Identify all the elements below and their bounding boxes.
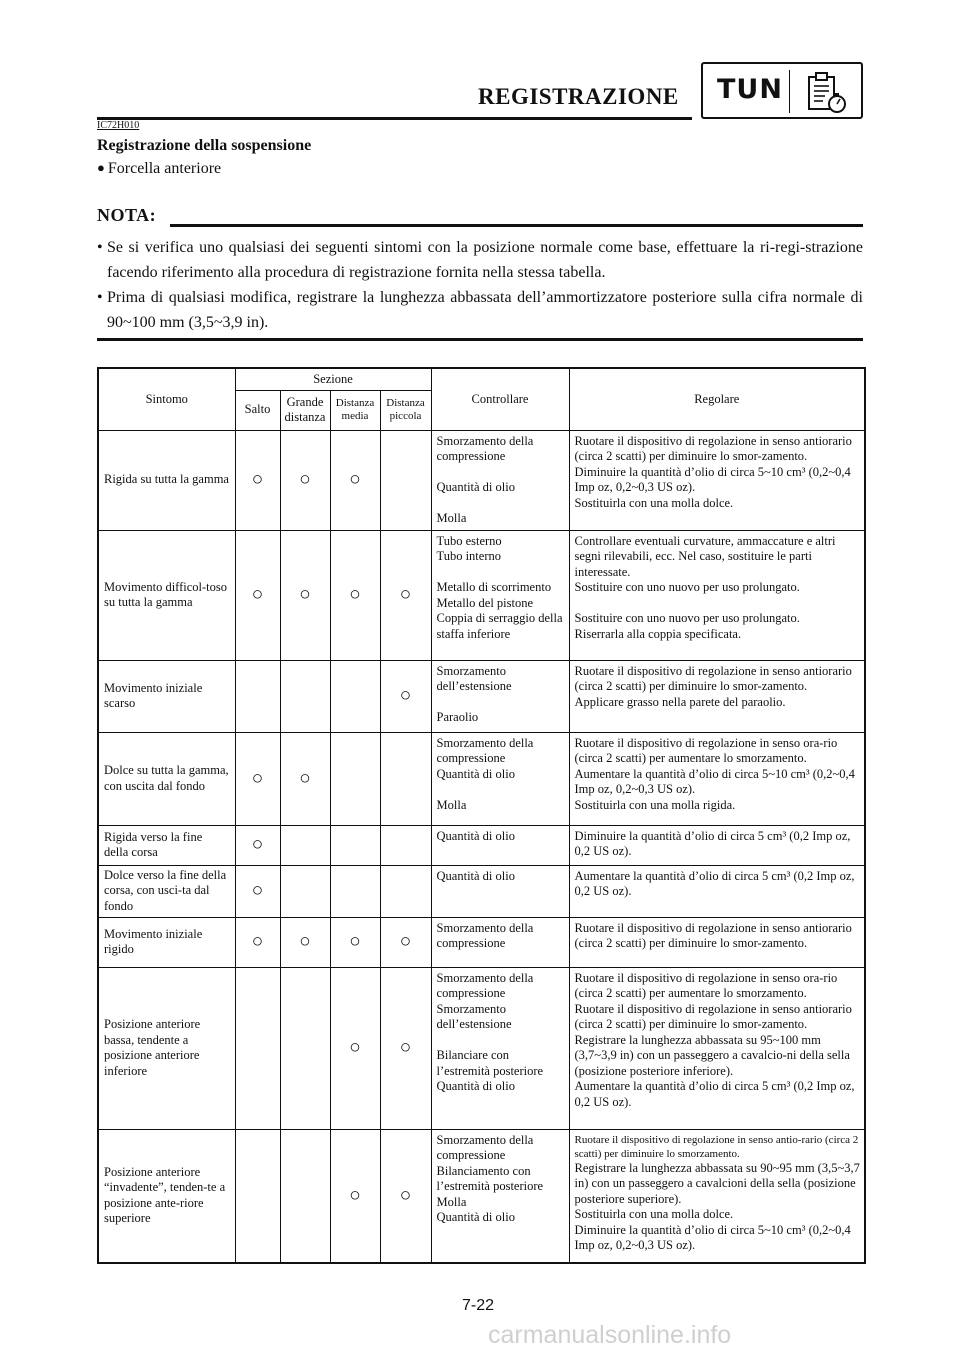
cell-mark [330,660,380,732]
table-row [98,917,865,967]
table-row [98,430,865,530]
note-rule [170,224,863,227]
cell-mark [280,825,330,865]
table-row [98,732,865,825]
cell-mark [235,660,280,732]
cell-sintomo: Dolce su tutta la gamma, con uscita dal fondo [98,732,235,825]
header-sintomo: Sintomo [98,368,235,430]
circle-mark-icon: ○ [299,469,311,491]
cell-mark [330,825,380,865]
cell-mark [330,430,380,530]
cell-sintomo: Dolce verso la fine della corsa, con usci-ta dal fondo [98,865,235,917]
regolare-text: Ruotare il dispositivo di regolazione in senso ora-rio (circa 2 scatti) per aumentare lo smorzamento. Ruotare il dispositivo di regolazione in senso antiorario (circa 2 scatti) per diminuire lo smor-zamento. Registrare la lunghezza abbassata su 95~100 mm (3,7~3,9 in) con un passeggero a cavalcio-ni della sella (posizione posteriore inferiore). Aumentare la quantità d’olio di circa 5 cm³ (0,2 Imp oz, 0,2 US oz). [574,970,855,1109]
section-tag-separator [789,70,790,113]
sub-item-label: Forcella anteriore [107,160,222,177]
cell-mark [280,917,330,967]
cell-mark [330,865,380,917]
cell-mark [235,1129,280,1263]
circle-mark-icon: ○ [349,469,361,491]
header-sezione: Sezione [235,368,431,390]
page-title: Registrazione della sospensione [97,137,312,154]
cell-mark [380,1129,431,1263]
note-text: Se si verifica uno qualsiasi dei seguenti sintomi con la posizione normale come base, effettuare la ri-regi-strazione facendo riferimento alla procedura di registrazione fornita nella stessa tabella. [107,239,863,281]
cell-controllare: Smorzamento della compressione Quantità di olio Molla [431,430,569,530]
circle-mark-icon: ○ [399,931,412,953]
cell-mark [235,530,280,660]
cell-sintomo: Posizione anteriore “invadente”, tenden-te a posizione ante-riore superiore [98,1129,235,1263]
cell-controllare: Quantità di olio [431,865,569,917]
header-rule [97,117,692,120]
cell-regolare [569,1129,865,1263]
circle-mark-icon: ○ [251,880,264,902]
header-controllare: Controllare [431,368,569,430]
cell-mark [380,732,431,825]
note-end-rule [97,338,863,341]
cell-controllare: Smorzamento della compressione Bilanciamento con l’estremità posteriore Molla Quantità di olio [431,1129,569,1263]
regolare-text: Ruotare il dispositivo di regolazione in senso ora-rio (circa 2 scatti) per aumentare lo smorzamento. Aumentare la quantità d’olio di circa 5~10 cm³ (0,2~0,4 Imp oz, 0,2~0,3 US oz). Sostituirla con una molla rigida. [574,735,855,812]
cell-mark [280,430,330,530]
circle-mark-icon: ○ [251,834,264,856]
table-row [98,1129,865,1263]
circle-mark-icon: ○ [251,584,264,606]
cell-regolare [569,917,865,967]
regolare-text: Aumentare la quantità d’olio di circa 5 cm³ (0,2 Imp oz, 0,2 US oz). [574,868,855,898]
table-row [98,530,865,660]
regolare-text: Registrare la lunghezza abbassata su 90~95 mm (3,5~3,7 in) con un passeggero a cavalcioni della sella (posizione posteriore superiore). Sostituirla con una molla dolce. Diminuire la quantità d’olio di circa 5~10 cm³ (0,2~0,4 Imp oz, 0,2~0,3 US oz). [574,1160,860,1252]
cell-regolare [569,430,865,530]
cell-mark [330,732,380,825]
circle-mark-icon: ○ [299,584,311,606]
cell-controllare: Smorzamento della compressione [431,917,569,967]
cell-mark [235,825,280,865]
cell-mark [380,825,431,865]
regolare-text: Diminuire la quantità d’olio di circa 5 cm³ (0,2 Imp oz, 0,2 US oz). [574,828,851,858]
regolare-text: Ruotare il dispositivo di regolazione in senso antiorario (circa 2 scatti) per diminuire lo smor-zamento. [574,920,852,950]
cell-controllare: Tubo esterno Tubo interno Metallo di scorrimento Metallo del pistone Coppia di serraggio della staffa inferiore [431,530,569,660]
cell-mark [280,660,330,732]
header-salto: Salto [235,390,280,430]
cell-sintomo: Movimento iniziale scarso [98,660,235,732]
header-grande-distanza: Grande distanza [280,390,330,430]
cell-mark [380,530,431,660]
document-code: IC72H010 [97,120,140,131]
circle-mark-icon: ○ [299,931,311,953]
header-distanza-piccola: Distanza piccola [380,390,431,430]
circle-mark-icon: ○ [299,767,311,789]
cell-regolare [569,732,865,825]
table-row [98,660,865,732]
bullet-icon: ● [97,160,105,175]
section-title: REGISTRAZIONE [478,84,679,109]
regolare-text: Controllare eventuali curvature, ammaccature e altri segni rilevabili, ecc. Nel caso, sostituire le parti interessate. Sostituire con uno nuovo per uso prolungato. Sostituire con uno nuovo per uso prolungato. Riserrarla alla coppia specificata. [574,533,836,641]
circle-mark-icon: ○ [251,931,264,953]
cell-mark [380,865,431,917]
cell-mark [330,1129,380,1263]
note-label: NOTA: [97,205,157,225]
cell-sintomo: Rigida verso la fine della corsa [98,825,235,865]
circle-mark-icon: ○ [349,584,361,606]
cell-regolare [569,967,865,1129]
cell-mark [280,1129,330,1263]
cell-sintomo: Movimento difficol-toso su tutta la gamma [98,530,235,660]
watermark: carmanualsonline.info [488,1321,732,1349]
cell-mark [380,430,431,530]
table-row [98,865,865,917]
cell-mark [280,530,330,660]
circle-mark-icon: ○ [349,1185,361,1206]
clipboard-stopwatch-icon [803,68,851,116]
cell-regolare [569,530,865,660]
cell-mark [330,530,380,660]
cell-mark [380,660,431,732]
regolare-text: Ruotare il dispositivo di regolazione in senso antiorario (circa 2 scatti) per diminuire lo smor-zamento. Diminuire la quantità d’olio di circa 5~10 cm³ (0,2~0,4 Imp oz, 0,2~0,3 US oz). Sostituirla con una molla dolce. [574,433,852,510]
cell-controllare: Smorzamento della compressione Quantità di olio Molla [431,732,569,825]
cell-mark [280,967,330,1129]
sub-item [97,160,221,178]
cell-mark [235,430,280,530]
circle-mark-icon: ○ [251,767,264,789]
table-row [98,967,865,1129]
cell-mark [235,732,280,825]
circle-mark-icon: ○ [349,931,361,953]
cell-mark [280,865,330,917]
cell-regolare [569,660,865,732]
note-item [97,285,863,335]
circle-mark-icon: ○ [349,1037,361,1059]
cell-mark [330,917,380,967]
cell-controllare: Smorzamento della compressione Smorzamento dell’estensione Bilanciare con l’estremità posteriore Quantità di olio [431,967,569,1129]
bullet-icon: • [97,289,103,306]
cell-mark [280,732,330,825]
page-number: 7-22 [462,1297,495,1314]
cell-sintomo: Rigida su tutta la gamma [98,430,235,530]
cell-sintomo: Movimento iniziale rigido [98,917,235,967]
circle-mark-icon: ○ [399,685,412,707]
cell-controllare: Smorzamento dell’estensione Paraolio [431,660,569,732]
cell-mark [235,967,280,1129]
cell-sintomo: Posizione anteriore bassa, tendente a posizione anteriore inferiore [98,967,235,1129]
section-tag: TUN [717,74,783,105]
regolare-text: Ruotare il dispositivo di regolazione in senso antiorario (circa 2 scatti) per diminuire lo smor-zamento. Applicare grasso nella parete del paraolio. [574,663,852,709]
cell-mark [380,967,431,1129]
note-text: Prima di qualsiasi modifica, registrare la lunghezza abbassata dell’ammortizzatore posteriore sulla cifra normale di 90~100 mm (3,5~3,9 in). [107,289,863,331]
section-tag-box [701,62,863,119]
cell-mark [235,865,280,917]
cell-regolare [569,825,865,865]
cell-regolare [569,865,865,917]
cell-mark [380,917,431,967]
header-distanza-media: Distanza media [330,390,380,430]
cell-mark [235,917,280,967]
cell-mark [330,967,380,1129]
cell-controllare: Quantità di olio [431,825,569,865]
note-item [97,235,863,285]
bullet-icon: • [97,239,103,256]
regolare-compact-text: Ruotare il dispositivo di regolazione in senso antio-rario (circa 2 scatti) per diminuire lo smorzamento. [574,1133,859,1160]
header-regolare: Regolare [569,368,865,430]
circle-mark-icon: ○ [399,1185,412,1206]
circle-mark-icon: ○ [399,584,412,606]
circle-mark-icon: ○ [251,469,264,491]
circle-mark-icon: ○ [399,1037,412,1059]
troubleshooting-table [97,367,866,1264]
table-row [98,825,865,865]
